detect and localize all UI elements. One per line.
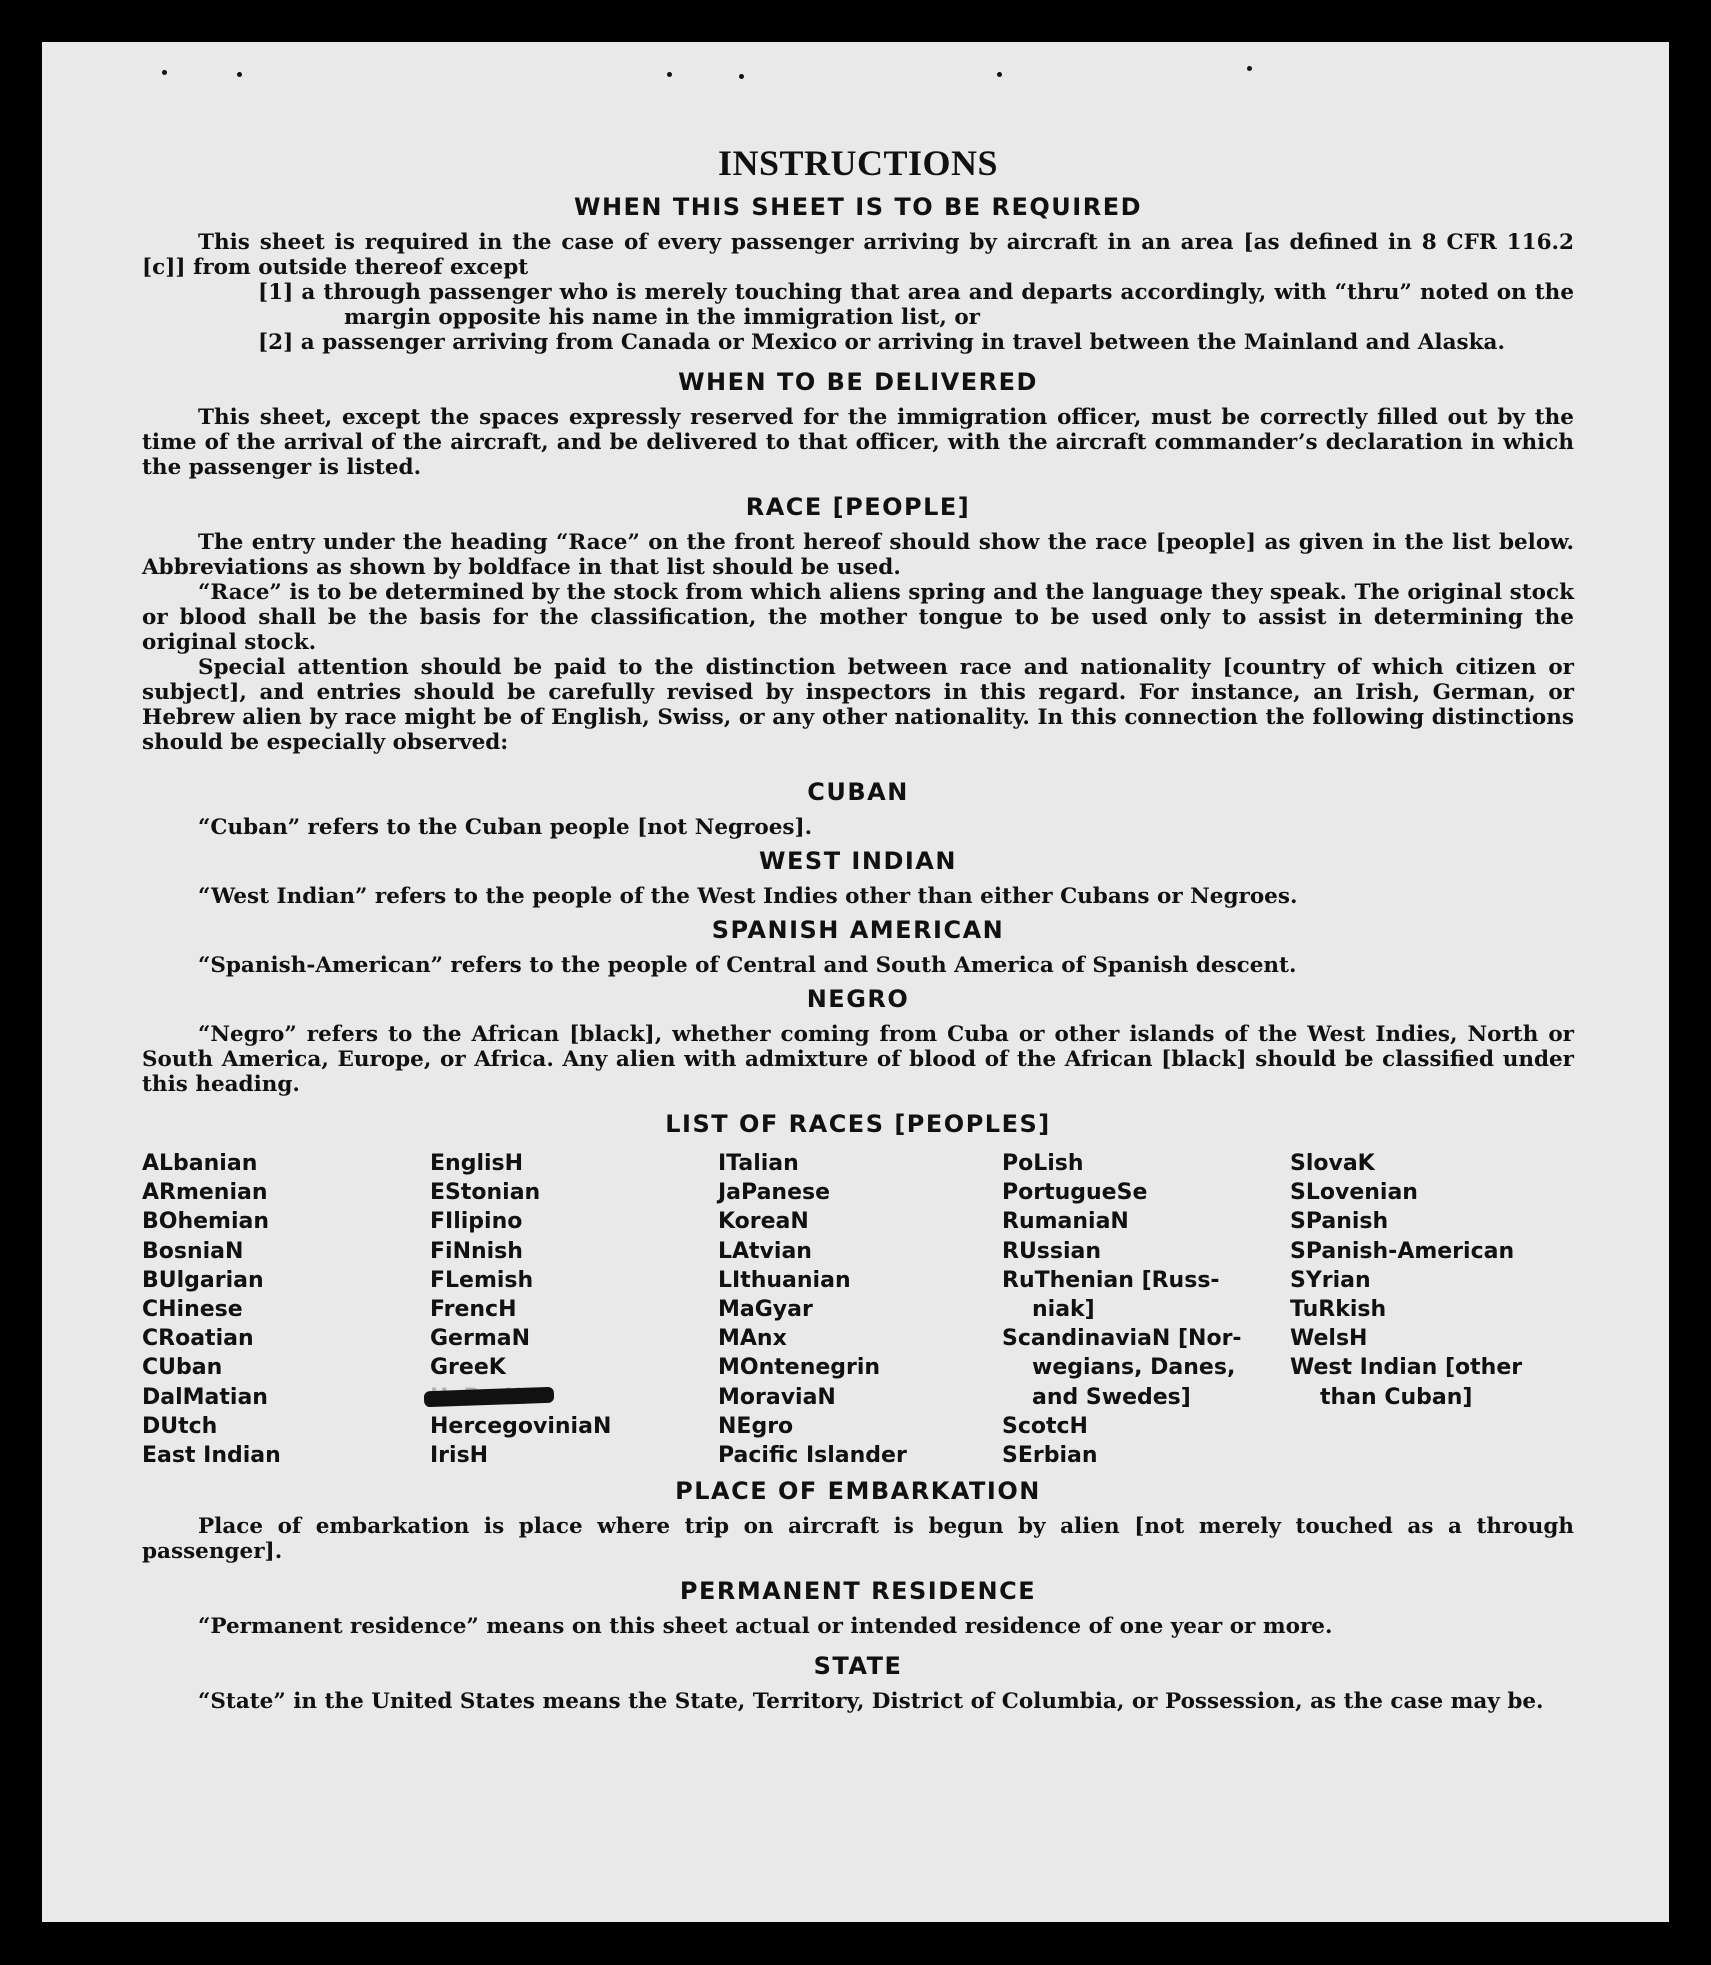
race-entry-redacted bbox=[430, 1383, 718, 1412]
section-heading: LIST OF RACES [PEOPLES] bbox=[665, 1110, 1051, 1138]
paragraph: “State” in the United States means the State, Territory, District of Columbia, or Possession, as the case may be. bbox=[198, 1689, 1544, 1715]
section-heading: NEGRO bbox=[806, 985, 910, 1013]
race-entry: GermaN bbox=[430, 1326, 531, 1352]
race-entry: KoreaN bbox=[718, 1209, 809, 1235]
race-entry: FrencH bbox=[430, 1297, 517, 1323]
paragraph: “Race” is to be determined by the stock from which aliens spring and the language they speak. The original stock or blood shall be the basis for the classification, the mother tongue to be used only to assist in determining the original stock. bbox=[142, 580, 1574, 655]
race-entry: EStonian bbox=[430, 1180, 541, 1206]
page-title: INSTRUCTIONS bbox=[717, 143, 999, 183]
punch-mark bbox=[997, 72, 1002, 77]
race-entry: PortugueSe bbox=[1002, 1180, 1148, 1206]
punch-mark bbox=[237, 72, 242, 77]
paragraph: “Cuban” refers to the Cuban people [not Negroes]. bbox=[198, 815, 813, 840]
race-entry: DalMatian bbox=[142, 1384, 268, 1410]
race-entry: WelsH bbox=[1290, 1326, 1368, 1352]
race-entry: FIlipino bbox=[430, 1209, 523, 1235]
race-entry: niak] bbox=[1032, 1297, 1095, 1323]
race-entry: PoLish bbox=[1002, 1151, 1084, 1176]
list-item: [1] a through passenger who is merely touching that area and departs accordingly, with “thru” noted on the margin opposite his name in the immigration list, or bbox=[258, 280, 1574, 330]
section-heading: SPANISH AMERICAN bbox=[711, 916, 1005, 944]
race-entry: BosniaN bbox=[142, 1238, 244, 1264]
section-heading: CUBAN bbox=[807, 778, 909, 806]
race-entry: ScotcH bbox=[1002, 1413, 1088, 1439]
races-column bbox=[718, 1149, 1002, 1470]
section-heading: WHEN THIS SHEET IS TO BE REQUIRED bbox=[573, 193, 1143, 221]
race-entry: SPanish bbox=[1290, 1209, 1389, 1235]
list-item: [2] a passenger arriving from Canada or Mexico or arriving in travel between the Mainland and Alaska. bbox=[258, 330, 1505, 355]
race-entry: EnglisH bbox=[430, 1151, 524, 1176]
race-entry: GreeK bbox=[430, 1355, 506, 1381]
race-entry: than Cuban] bbox=[1320, 1384, 1473, 1410]
race-entry: HercegoviniaN bbox=[430, 1413, 612, 1439]
race-entry: BUlgarian bbox=[142, 1267, 264, 1293]
section-heading: WEST INDIAN bbox=[759, 847, 957, 875]
paragraph: This sheet is required in the case of every passenger arriving by aircraft in an area [as defined in 8 CFR 116.2 [c]] from outside thereof except bbox=[142, 230, 1574, 280]
race-entry: NEgro bbox=[718, 1413, 794, 1439]
race-entry: and Swedes] bbox=[1032, 1384, 1191, 1410]
punch-mark bbox=[1247, 66, 1252, 71]
race-entry: MAnx bbox=[718, 1326, 787, 1352]
race-entry: MaGyar bbox=[718, 1297, 813, 1323]
races-list bbox=[142, 1149, 1574, 1470]
race-entry: SErbian bbox=[1002, 1443, 1098, 1469]
race-entry: SPanish-American bbox=[1290, 1238, 1515, 1264]
instructions-body bbox=[142, 142, 1574, 1714]
race-entry: JaPanese bbox=[718, 1180, 831, 1206]
paragraph: “Permanent residence” means on this sheet actual or intended residence of one year or more. bbox=[198, 1614, 1333, 1640]
race-entry: ARmenian bbox=[142, 1180, 268, 1206]
section-heading: PLACE OF EMBARKATION bbox=[675, 1477, 1041, 1506]
races-column bbox=[430, 1149, 718, 1470]
paragraph: The entry under the heading “Race” on the front hereof should show the race [people] as given in the list below. Abbreviations as shown by boldface in that list should be used. bbox=[142, 530, 1574, 580]
race-entry: RumaniaN bbox=[1002, 1209, 1129, 1235]
race-entry: wegians, Danes, bbox=[1032, 1355, 1236, 1381]
races-column bbox=[142, 1149, 430, 1470]
paragraph: This sheet, except the spaces expressly reserved for the immigration officer, must be correctly filled out by the time of the arrival of the aircraft, and be delivered to that officer, with the aircraft commander’s declaration in which the passenger is listed. bbox=[142, 405, 1574, 480]
paragraph: Special attention should be paid to the distinction between race and nationality [country of which citizen or subject], and entries should be carefully revised by inspectors in this regard. For instance, an Irish, German, or Hebrew alien by race might be of English, Swiss, or any other nationality. In this connection the following distinctions should be especially observed: bbox=[142, 655, 1574, 755]
race-entry: RUssian bbox=[1002, 1238, 1102, 1264]
document-page bbox=[42, 42, 1669, 1922]
section-heading: PERMANENT RESIDENCE bbox=[679, 1577, 1037, 1606]
race-entry: SLovenian bbox=[1290, 1180, 1418, 1206]
race-entry: SYrian bbox=[1290, 1267, 1371, 1293]
race-entry: BOhemian bbox=[142, 1209, 270, 1235]
race-entry: CRoatian bbox=[142, 1326, 254, 1352]
race-entry: ITalian bbox=[718, 1151, 799, 1176]
races-column bbox=[1290, 1149, 1574, 1470]
section-heading: STATE bbox=[813, 1652, 903, 1681]
section-heading: RACE [PEOPLE] bbox=[745, 493, 971, 521]
race-entry: CHinese bbox=[142, 1297, 243, 1323]
punch-mark bbox=[162, 70, 167, 75]
race-entry: ALbanian bbox=[142, 1151, 258, 1176]
race-entry: SlovaK bbox=[1290, 1151, 1375, 1176]
race-entry: MoraviaN bbox=[718, 1384, 836, 1410]
races-column bbox=[1002, 1149, 1290, 1470]
race-entry: MOntenegrin bbox=[718, 1355, 881, 1381]
race-entry: ScandinaviaN [Nor- bbox=[1002, 1326, 1242, 1352]
paragraph: “Spanish-American” refers to the people of Central and South America of Spanish descent. bbox=[198, 953, 1297, 978]
section-heading: WHEN TO BE DELIVERED bbox=[678, 368, 1038, 396]
race-entry: DUtch bbox=[142, 1413, 218, 1439]
race-entry: CUban bbox=[142, 1355, 223, 1381]
race-entry: FiNnish bbox=[430, 1238, 523, 1264]
race-entry: East Indian bbox=[142, 1443, 281, 1469]
punch-mark bbox=[667, 72, 672, 77]
race-entry: FLemish bbox=[430, 1267, 534, 1293]
race-entry: LIthuanian bbox=[718, 1267, 851, 1293]
race-entry: Pacific Islander bbox=[718, 1443, 907, 1469]
race-entry: TuRkish bbox=[1290, 1297, 1387, 1323]
race-entry: LAtvian bbox=[718, 1238, 812, 1264]
punch-mark bbox=[739, 74, 744, 79]
race-entry: IrisH bbox=[430, 1443, 489, 1469]
race-entry: RuThenian [Russ- bbox=[1002, 1267, 1220, 1293]
race-entry: West Indian [other bbox=[1290, 1355, 1523, 1381]
paragraph: “Negro” refers to the African [black], whether coming from Cuba or other islands of the West Indies, North or South America, Europe, or Africa. Any alien with admixture of blood of the African [black] should be classified under this heading. bbox=[142, 1022, 1574, 1097]
paragraph: Place of embarkation is place where trip on aircraft is begun by alien [not merely touched as a through passenger]. bbox=[142, 1514, 1574, 1565]
paragraph: “West Indian” refers to the people of the West Indies other than either Cubans or Negroes. bbox=[198, 884, 1298, 909]
